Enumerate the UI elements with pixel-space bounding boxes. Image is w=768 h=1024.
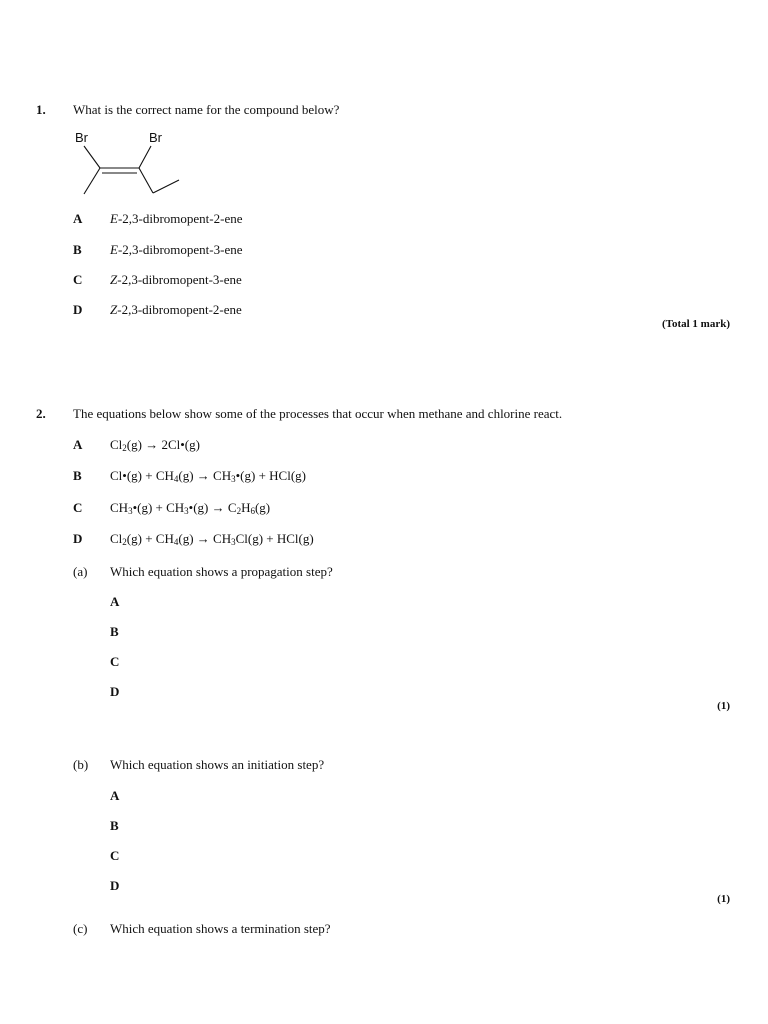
choice-a[interactable]: A — [110, 788, 120, 803]
option-text: E-2,3-dibromopent-2-ene — [110, 211, 243, 226]
choice-b[interactable]: B — [110, 624, 119, 639]
choice-a[interactable]: A — [110, 594, 120, 609]
q2-intro: The equations below show some of the processes that occur when methane and chlorine react. — [73, 406, 563, 421]
q1-question: What is the correct name for the compound below? — [73, 102, 340, 117]
equation-letter: C — [73, 500, 83, 515]
part-b-question: Which equation shows an initiation step? — [110, 757, 325, 772]
part-c-question: Which equation shows a termination step? — [110, 921, 331, 936]
equation-a: $Cl_2(g)$ → 2Cl•(g) — [110, 437, 200, 453]
option-text: E-2,3-dibromopent-3-ene — [110, 242, 243, 257]
equation-b: Cl•(g) + $CH_4(g)$ → $CH_3•(g) + HCl(g)$ — [110, 468, 306, 484]
q1-number: 1. — [36, 102, 46, 117]
q1-total-mark: (Total 1 mark) — [661, 318, 730, 330]
equation-d: $Cl_2(g) + CH_4(g) \to CH_3Cl(g) + HCl(g)$ — [110, 531, 314, 547]
option-letter: A — [73, 211, 83, 226]
equation-letter: A — [73, 437, 83, 452]
q2-number: 2. — [36, 406, 46, 421]
choice-c[interactable]: C — [110, 848, 120, 863]
choice-d[interactable]: D — [110, 878, 120, 893]
option-letter: B — [73, 242, 82, 257]
part-c-label: (c) — [73, 921, 88, 936]
part-a-mark: (1) — [717, 700, 730, 712]
choice-b[interactable]: B — [110, 818, 119, 833]
bond-c1-c2 — [84, 168, 100, 194]
equation-letter: B — [73, 468, 82, 483]
part-a-label: (a) — [73, 564, 88, 579]
part-b-mark: (1) — [717, 893, 730, 905]
equation-letter: D — [73, 531, 83, 546]
br-label-left: Br — [75, 130, 88, 145]
option-letter: C — [73, 272, 83, 287]
bond-c2-br — [84, 146, 100, 168]
option-text: Z-2,3-dibromopent-2-ene — [110, 302, 242, 317]
part-a-question: Which equation shows a propagation step? — [110, 564, 333, 579]
equation-c: $CH_3•(g)$ + $CH_3•(g) \to C_2H_6(g)$ — [110, 500, 271, 516]
bond-c3-c4 — [139, 168, 153, 193]
choice-c[interactable]: C — [110, 654, 120, 669]
bond-c4-c5 — [153, 180, 179, 193]
choice-d[interactable]: D — [110, 684, 120, 699]
option-text: Z-2,3-dibromopent-3-ene — [110, 272, 242, 287]
option-letter: D — [73, 302, 83, 317]
br-label-right: Br — [149, 130, 162, 145]
bond-c3-br — [139, 146, 151, 168]
part-b-label: (b) — [73, 757, 89, 772]
